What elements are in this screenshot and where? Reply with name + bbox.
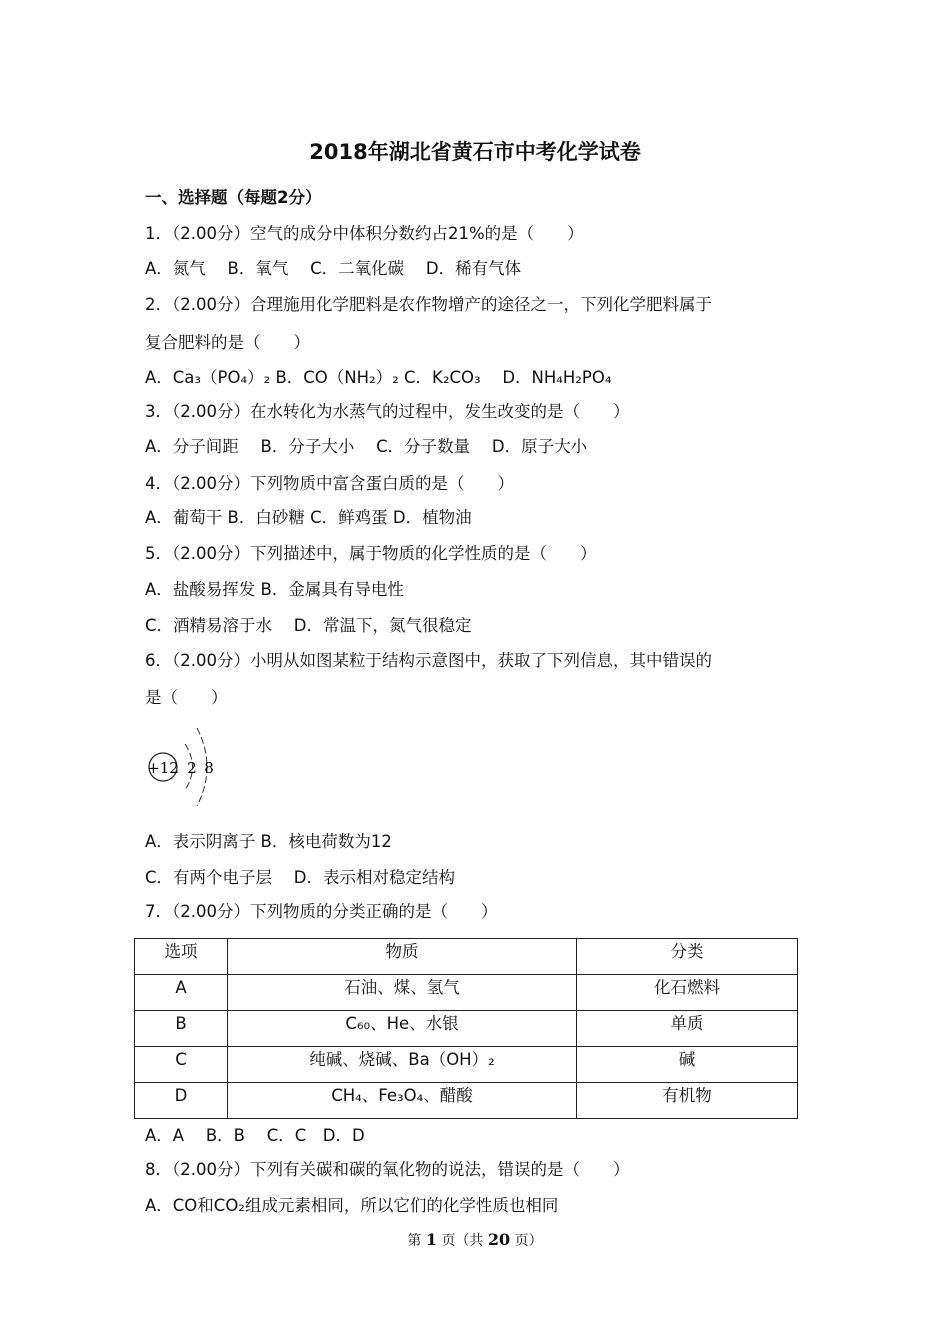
question-7: 7．（2.00分）下列物质的分类正确的是（ ） <box>145 902 498 921</box>
cell-option: C <box>135 1047 228 1083</box>
cell-category: 化石燃料 <box>577 975 798 1011</box>
question-1-options: A．氮气 B．氧气 C．二氧化碳 D．稀有气体 <box>145 259 522 278</box>
total-page-count: 20 <box>487 1230 511 1249</box>
question-4: 4．（2.00分）下列物质中富含蛋白质的是（ ） <box>145 474 514 493</box>
cell-substance: 石油、煤、氢气 <box>228 975 577 1011</box>
question-1: 1．（2.00分）空气的成分中体积分数约占21%的是（ ） <box>145 224 584 243</box>
question-5-options-ab: A．盐酸易挥发 B．金属具有导电性 <box>145 580 404 599</box>
cell-category: 单质 <box>577 1011 798 1047</box>
header-category: 分类 <box>577 939 798 975</box>
current-page-number: 1 <box>425 1230 437 1249</box>
table-header-row <box>135 939 798 975</box>
atom-structure-diagram <box>145 722 225 812</box>
question-4-options: A．葡萄干 B．白砂糖 C．鲜鸡蛋 D．植物油 <box>145 508 472 527</box>
cell-option: D <box>135 1083 228 1119</box>
question-8-option-a: A．CO和CO₂组成元素相同，所以它们的化学性质也相同 <box>145 1196 559 1215</box>
question-7-options: A．A B．B C．C D．D <box>145 1126 365 1145</box>
cell-substance: C₆₀、He、水银 <box>228 1011 577 1047</box>
question-2-cont: 复合肥料的是（ ） <box>145 333 310 352</box>
table-row <box>135 1047 798 1083</box>
question-2: 2．（2.00分）合理施用化学肥料是农作物增产的途径之一，下列化学肥料属于 <box>145 295 712 314</box>
cell-category: 有机物 <box>577 1083 798 1119</box>
header-option: 选项 <box>135 939 228 975</box>
question-6-cont: 是（ ） <box>145 688 228 707</box>
question-8: 8．（2.00分）下列有关碳和碳的氧化物的说法，错误的是（ ） <box>145 1160 630 1179</box>
footer-text: 页） <box>514 1233 543 1249</box>
header-substance: 物质 <box>228 939 577 975</box>
table-row <box>135 1083 798 1119</box>
outer-shell-count: 8 <box>204 759 214 777</box>
footer-text: 页（共 <box>441 1233 484 1249</box>
inner-shell-count: 2 <box>187 759 197 777</box>
question-2-options: A．Ca₃（PO₄）₂ B．CO（NH₂）₂ C．K₂CO₃ D．NH₄H₂PO₄ <box>145 368 612 387</box>
section-heading: 一、选择题（每题2分） <box>145 188 322 207</box>
question-3-options: A．分子间距 B．分子大小 C．分子数量 D．原子大小 <box>145 437 588 456</box>
page-footer <box>0 1230 950 1250</box>
page-title: 2018年湖北省黄石市中考化学试卷 <box>309 140 641 164</box>
cell-option: B <box>135 1011 228 1047</box>
footer-text: 第 <box>407 1233 422 1249</box>
question-5: 5．（2.00分）下列描述中，属于物质的化学性质的是（ ） <box>145 544 597 563</box>
cell-category: 碱 <box>577 1047 798 1083</box>
question-6-options-ab: A．表示阴离子 B．核电荷数为12 <box>145 832 392 851</box>
question-3: 3．（2.00分）在水转化为水蒸气的过程中，发生改变的是（ ） <box>145 402 630 421</box>
question-5-options-cd: C．酒精易溶于水 D．常温下，氮气很稳定 <box>145 616 472 635</box>
nucleus-charge: +12 <box>147 759 179 777</box>
classification-table <box>134 938 798 1119</box>
cell-substance: 纯碱、烧碱、Ba（OH）₂ <box>228 1047 577 1083</box>
cell-option: A <box>135 975 228 1011</box>
question-6: 6．（2.00分）小明从如图某粒于结构示意图中，获取了下列信息，其中错误的 <box>145 651 712 670</box>
table-row <box>135 975 798 1011</box>
question-6-options-cd: C．有两个电子层 D．表示相对稳定结构 <box>145 868 455 887</box>
cell-substance: CH₄、Fe₃O₄、醋酸 <box>228 1083 577 1119</box>
table-row <box>135 1011 798 1047</box>
